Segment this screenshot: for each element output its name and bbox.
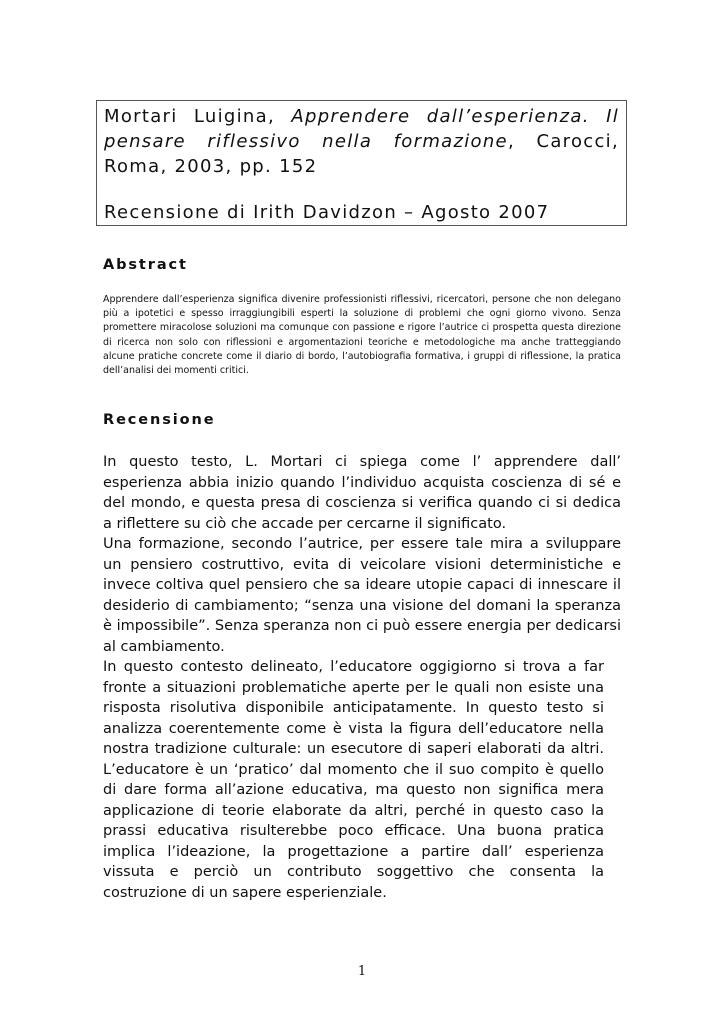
abstract-heading: Abstract <box>103 257 188 273</box>
review-byline: Recensione di Irith Davidzon – Agosto 2007 <box>104 202 550 223</box>
review-heading: Recensione <box>103 412 216 428</box>
reference-details: , Carocci, Roma, 2003, pp. 152 <box>104 131 620 177</box>
review-paragraph: Una formazione, secondo l’autrice, per essere tale mira a sviluppare un pensiero costruttivo, evita di veicolare visioni deterministiche e invece coltiva quel pensiero che sa ideare utopie capaci di innescare il desiderio di cambiamento; “senza una visione del domani la speranza è impossibile”. Senza speranza non ci può essere energia per dedicarsi al cambiamento. <box>103 536 621 655</box>
reference-title: Apprendere dall’esperienza. Il pensare riflessivo nella formazione <box>104 106 619 152</box>
review-body <box>103 452 621 903</box>
reference-author: Mortari Luigina, <box>104 106 275 127</box>
page-number: 1 <box>357 964 367 979</box>
review-paragraph: In questo testo, L. Mortari ci spiega come l’ apprendere dall’ esperienza abbia inizio quando l’individuo acquista coscienza di sé e del mondo, e questa presa di coscienza si verifica quando ci si dedica a riflettere su ciò che accade per cercarne il significato. <box>103 454 621 532</box>
reference-box <box>96 100 627 226</box>
abstract-text: Apprendere dall’esperienza significa divenire professionisti riflessivi, ricercatori, persone che non delegano più a ipotetici e spesso irraggiungibili esperti la soluzione di problemi che ogni giorno vivono. Senza promettere miracolose soluzioni ma comunque con passione e rigore l’autrice ci prospetta questa direzione di ricerca non solo con riflessioni e argomentazioni teoriche e metodologiche ma anche tratteggiando alcune pratiche concrete come il diario di bordo, l’autobiografia formativa, i gruppi di riflessione, la pratica dell’analisi dei momenti critici. <box>103 294 621 377</box>
bibliographic-reference <box>104 104 619 179</box>
review-paragraph: In questo contesto delineato, l’educatore oggigiorno si trova a far fronte a situazioni problematiche aperte per le quali non esiste una risposta risolutiva disponibile anticipatamente. In questo testo si analizza coerentemente come è vista la figura dell’educatore nella nostra tradizione culturale: un esecutore di saperi elaborati da altri. L’educatore è un ‘pratico’ dal momento che il suo compito è quello di dare forma all’azione educativa, ma questo non significa mera applicazione di teorie elaborate da altri, perché in questo caso la prassi educativa risulterebbe poco efficace. Una buona pratica implica l’ideazione, la progettazione a partire dall’ esperienza vissuta e perciò un contributo soggettivo che consenta la costruzione di un sapere esperienziale. <box>103 659 604 901</box>
